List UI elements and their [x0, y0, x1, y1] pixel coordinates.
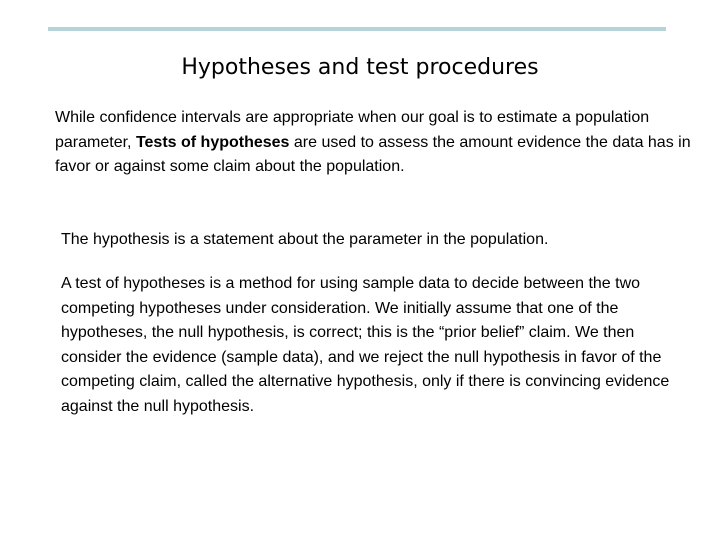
paragraph-hypothesis-definition: The hypothesis is a statement about the parameter in the population.	[61, 231, 549, 248]
title-accent-rule	[48, 27, 666, 31]
paragraph1-bold-term: Tests of hypotheses	[135, 133, 290, 151]
paragraph1-text-after: are used to assess the amount evidence the data has in favor or against some claim about the population.	[55, 133, 691, 175]
paragraph1-text-before: While confidence intervals are appropriate when our goal is to estimate a population parameter,	[55, 109, 650, 151]
paragraph-test-of-hypotheses: A test of hypotheses is a method for using sample data to decide between the two competing hypotheses under consideration. We initially assume that one of the hypotheses, the null hypothesis, is correct; this is the “prior belief” claim. We then consider the evidence (sample data), and we reject the null hypothesis in favor of the competing claim, called the alternative hypothesis, only if there is convincing evidence against the null hypothesis.	[61, 275, 670, 415]
slide-title: Hypotheses and test procedures	[181, 55, 539, 80]
paragraph-confidence-intervals	[55, 106, 695, 180]
